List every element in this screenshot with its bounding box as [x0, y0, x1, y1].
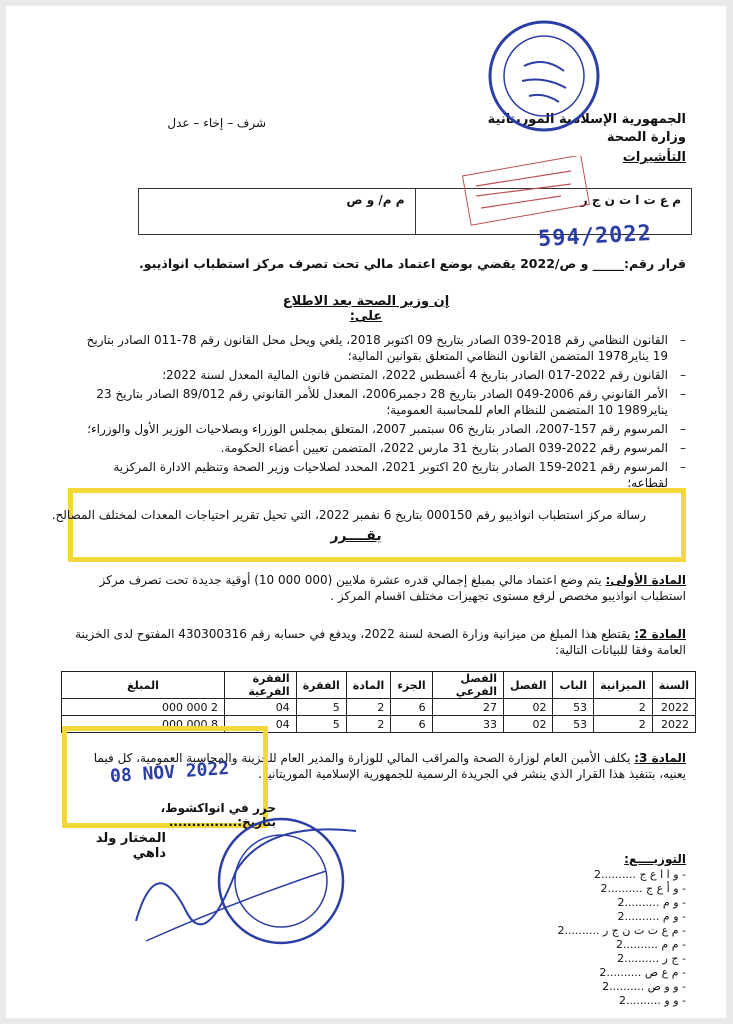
col-amount: المبلغ — [62, 672, 225, 699]
reference-item: – المرسوم رقم 157-2007، الصادر بتاريخ 06 سبتمبر 2007، المتعلق بمجلس الوزراء وبصلاحيات الوزير الأول والوزراء؛ — [71, 421, 686, 437]
reference-item: – المرسوم رقم 2021-159 الصادر بتاريخ 20 اكتوبر 2021، المحدد لصلاحيات وزير الصحة وتنظيم الادارة المركزية لقطاعه؛ — [71, 459, 686, 491]
list-item: - و أ ع ج ..........2 — [600, 882, 686, 895]
signature-and-seal — [116, 811, 366, 961]
official-round-stamp — [484, 16, 604, 136]
article-3-label: المادة 3: — [634, 751, 686, 765]
article-1-text: يتم وضع اعتماد مالي بمبلغ إجمالي قدره عشرة ملايين (000 000 10) أوقية جديدة تحت تصرف مركز استطباب انواذيبو مخصص لرفع مستوى تجهيزات مختلف اقسام المركز . — [99, 573, 686, 603]
cell: 04 — [225, 699, 297, 716]
col-subchapter: الفصل الفرعي — [432, 672, 503, 699]
reference-item: – الأمر القانوني رقم 2006-049 الصادر بتاريخ 28 دجمبر2006، المعدل للأمر القانوني رقم 89/012 الصادر بتاريخ 23 يناير1989 10 المتضمن للنظام العام للمحاسبة العمومية؛ — [71, 386, 686, 418]
cell: 2 — [594, 699, 653, 716]
decides-heading: يقــــرر — [330, 528, 382, 544]
document-page — [6, 6, 726, 1018]
list-item: - م م ..........2 — [615, 938, 686, 951]
visa-cell-right: م ع ت ا ت ن ج ر — [415, 189, 692, 234]
reference-item: – المرسوم رقم 2022-039 الصادر بتاريخ 31 مارس 2022، المتضمن تعيين أعضاء الحكومة. — [71, 440, 686, 456]
references-list — [71, 332, 686, 491]
col-year: السنة — [652, 672, 695, 699]
done-at: حرر في انواكشوط، بتاريخ:............... — [160, 801, 276, 829]
col-paragraph: الفقرة — [296, 672, 346, 699]
cell: 2 — [594, 716, 653, 733]
country-name: الجمهورية الإسلامية الموريتانية — [487, 112, 686, 127]
preamble-heading: إن وزير الصحة بعد الاطلاع على: — [282, 294, 450, 324]
signatory-name: المختار ولد داهي — [95, 831, 166, 861]
col-part: الجزء — [391, 672, 432, 699]
col-title: الباب — [553, 672, 594, 699]
national-motto: شرف – إخاء – عدل — [167, 116, 266, 130]
cell: 27 — [432, 699, 503, 716]
cell: 6 — [391, 699, 432, 716]
cell: 53 — [553, 699, 594, 716]
list-item: - ج ر ..........2 — [617, 952, 686, 965]
cell: 2022 — [652, 716, 695, 733]
cell: 5 — [296, 699, 346, 716]
cell: 33 — [432, 716, 503, 733]
col-article: المادة — [346, 672, 391, 699]
cell: 2 000 000 — [62, 699, 225, 716]
list-item: - م ع ت ت ن ج ر ..........2 — [557, 924, 686, 937]
references-block — [71, 332, 686, 494]
decision-title: قرار رقم:_____ و ص/2022 يقضي بوضع اعتماد مالي تحت تصرف مركز استطباب انواذيبو. — [139, 256, 686, 271]
cell: 5 — [296, 716, 346, 733]
cell: 04 — [225, 716, 297, 733]
visa-legal-stamp — [461, 156, 601, 226]
date-stamp: 08 NOV 2022 — [109, 757, 230, 788]
cell: 53 — [553, 716, 594, 733]
article-1 — [71, 572, 686, 604]
col-budget: الميزانية — [594, 672, 653, 699]
article-2 — [71, 626, 686, 658]
ministry-name: وزارة الصحة — [606, 130, 686, 145]
col-subparagraph: الفقرة الفرعية — [225, 672, 297, 699]
reference-item-highlighted — [46, 507, 664, 523]
cell: 6 — [391, 716, 432, 733]
visas-heading: التأشيرات — [622, 150, 686, 165]
list-item: - و م ..........2 — [617, 910, 686, 923]
cell: 02 — [504, 716, 553, 733]
highlight-box-reference — [68, 488, 686, 562]
cell: 2022 — [652, 699, 695, 716]
article-2-label: المادة 2: — [634, 627, 686, 641]
list-item: - و و ص ..........2 — [602, 980, 686, 993]
finance-table — [61, 671, 696, 733]
distribution-title: التوزيــــع: — [624, 852, 686, 866]
list-item: - و م ..........2 — [617, 896, 686, 909]
cell: 02 — [504, 699, 553, 716]
article-1-label: المادة الأولى: — [605, 573, 686, 587]
table-row — [62, 699, 696, 716]
article-3-text: يكلف الأمين العام لوزارة الصحة والمراقب المالي للوزارة والمدير العام للخزينة والمحاسبة العمومية، كل فيما يعنيه، بتنفيذ هذا القرار الذي ينشر في الجريدة الرسمية للجمهورية الإسلامية الموريتانية. — [93, 751, 686, 781]
article-2-text: يقتطع هذا المبلغ من ميزانية وزارة الصحة لسنة 2022، ويدفع في حسابه رقم 430300316 المفتوح لدى الخزينة العامة وفقا للبيانات التالية: — [75, 627, 686, 657]
visa-number-stamp: 594/2022 — [537, 221, 653, 252]
cell: 8 000 000 — [62, 716, 225, 733]
reference-item: – القانون رقم 2022-017 الصادر بتاريخ 4 أغسطس 2022، المتضمن قانون المالية المعدل لسنة 2022؛ — [71, 367, 686, 383]
list-item: - و ا ا ع ج ..........2 — [593, 868, 686, 881]
cell: 2 — [346, 716, 391, 733]
finance-table-header — [62, 672, 696, 699]
distribution-list — [536, 868, 686, 1008]
list-item: - م ع ص ..........2 — [599, 966, 686, 979]
list-item: - و و ..........2 — [618, 994, 686, 1007]
visa-cell-left: م م/ و ص — [346, 193, 405, 207]
col-chapter: الفصل — [504, 672, 553, 699]
reference-text: رسالة مركز استطباب انواذيبو رقم 000150 بتاريخ 6 نفمبر 2022، التي تحيل تقرير احتياجات المعدات لمختلف المصالح. — [51, 508, 646, 522]
reference-item: – القانون النظامي رقم 2018-039 الصادر بتاريخ 09 اكتوبر 2018، يلغي ويحل محل القانون رقم 78-011 الصادر بتاريخ 19 يناير1978 المتضمن القانون النظامي المتعلق بقوانين المالية؛ — [71, 332, 686, 364]
cell: 2 — [346, 699, 391, 716]
